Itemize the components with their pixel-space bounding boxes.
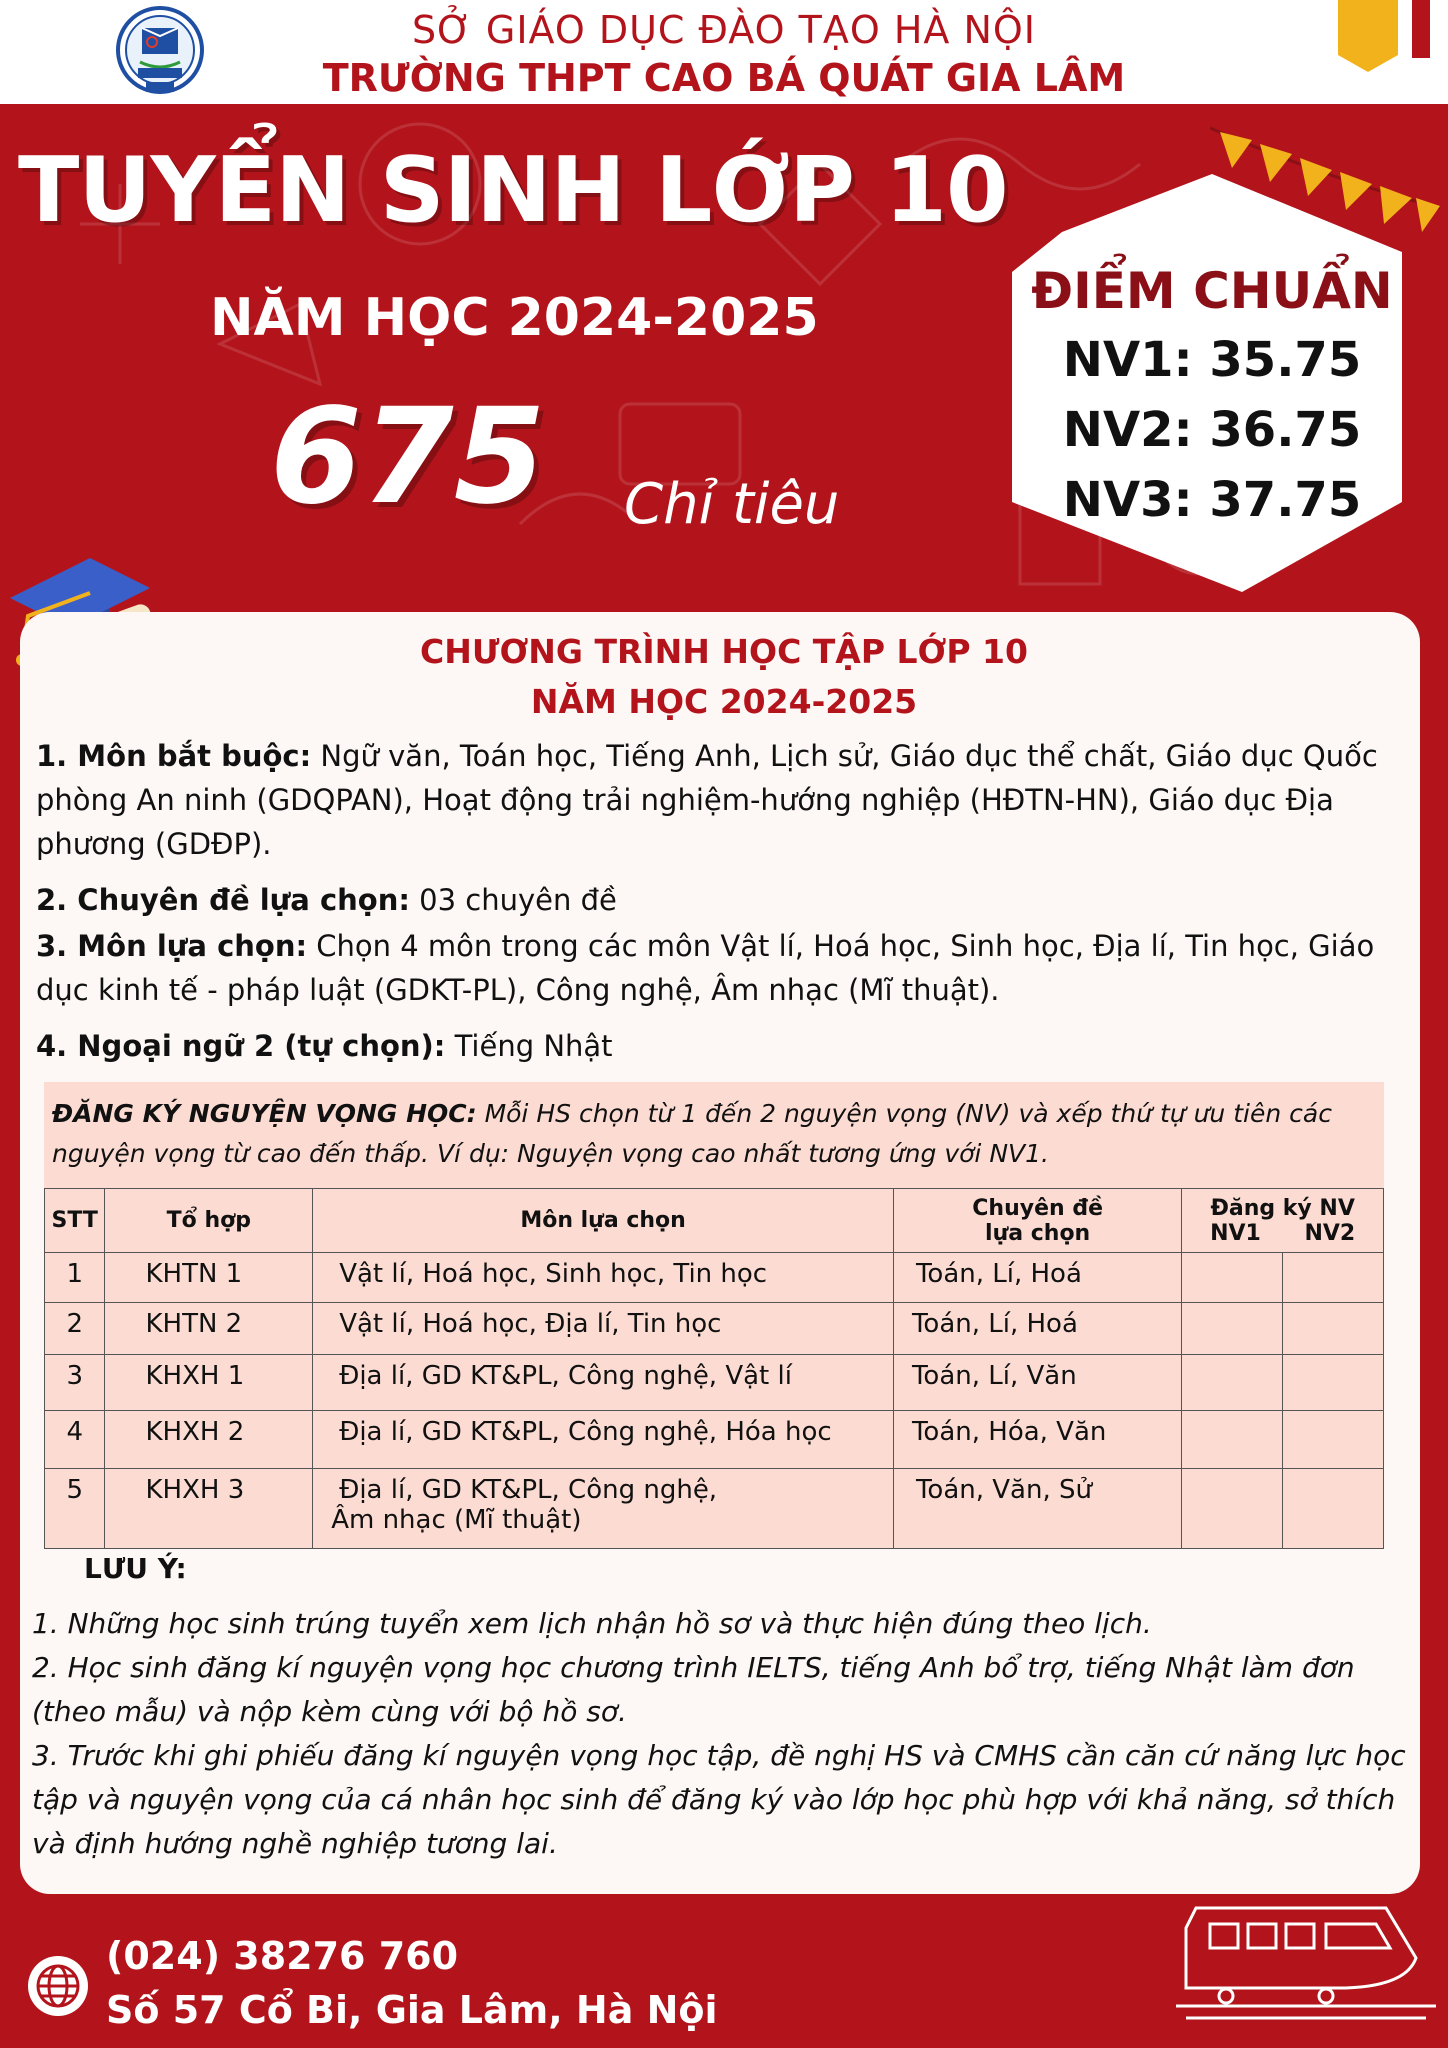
cell-stt: 5 [45, 1469, 105, 1549]
school-name: TRƯỜNG THPT CAO BÁ QUÁT GIA LÂM [322, 56, 1126, 100]
quota-number: 675 [270, 380, 546, 534]
table-header-row [45, 1189, 1384, 1253]
cell-subjects: Vật lí, Hoá học, Sinh học, Tin học [313, 1253, 894, 1303]
cell-nv1-checkbox[interactable] [1182, 1253, 1283, 1303]
registration-label: ĐĂNG KÝ NGUYỆN VỌNG HỌC: [52, 1099, 477, 1128]
score-nv1: NV1: 35.75 [1062, 332, 1362, 388]
cell-nv1-checkbox[interactable] [1182, 1303, 1283, 1355]
header-register-label: Đăng ký NV [1210, 1195, 1355, 1221]
cell-subjects: Vật lí, Hoá học, Địa lí, Tin học [313, 1303, 894, 1355]
cell-subjects-line2: Âm nhạc (Mĩ thuật) [331, 1505, 582, 1535]
school-year: NĂM HỌC 2024-2025 [210, 288, 819, 348]
cell-stt: 1 [45, 1253, 105, 1303]
cell-combo: KHTN 1 [105, 1253, 313, 1303]
cell-topics: Toán, Lí, Văn [893, 1355, 1181, 1411]
program-item [36, 1024, 1416, 1068]
note-item: 1. Những học sinh trúng tuyển xem lịch nhận hồ sơ và thực hiện đúng theo lịch. [32, 1607, 1152, 1640]
train-icon [1176, 1868, 1438, 2032]
notes-title: LƯU Ý: [84, 1552, 187, 1585]
score-title: ĐIỂM CHUẨN [1031, 262, 1393, 320]
cell-subjects: Địa lí, GD KT&PL, Công nghệ, Hóa học [313, 1411, 894, 1469]
cell-stt: 3 [45, 1355, 105, 1411]
globe-icon [26, 1954, 90, 2018]
header-combo: Tổ hợp [105, 1189, 313, 1253]
cell-nv2-checkbox[interactable] [1283, 1303, 1384, 1355]
cell-combo: KHXH 2 [105, 1411, 313, 1469]
cell-topics: Toán, Hóa, Văn [893, 1411, 1181, 1469]
score-nv3: NV3: 37.75 [1062, 472, 1362, 528]
department-name: SỞ GIÁO DỤC ĐÀO TẠO HÀ NỘI [411, 8, 1037, 52]
cell-combo: KHXH 3 [105, 1469, 313, 1549]
program-item-label: 3. Môn lựa chọn: [36, 929, 308, 963]
cell-stt: 4 [45, 1411, 105, 1469]
registration-text [52, 1094, 1382, 1174]
program-item-label: 1. Môn bắt buộc: [36, 739, 312, 773]
bunting-icon [1210, 118, 1440, 248]
header-topics-line1: Chuyên đề [972, 1195, 1103, 1221]
cell-combo: KHTN 2 [105, 1303, 313, 1355]
table-row [45, 1355, 1384, 1411]
header-register [1182, 1189, 1384, 1253]
registration-body: Mỗi HS chọn từ 1 đến 2 nguyện vọng (NV) và xếp thứ tự ưu tiên các nguyện vọng từ cao đến thấp. Ví dụ: Nguyện vọng cao nhất tương ứng với NV1. [52, 1099, 1332, 1168]
note-item: 3. Trước khi ghi phiếu đăng kí nguyện vọng học tập, đề nghị HS và CMHS cần căn cứ năng lực học tập và nguyện vọng của cá nhân học sinh để đăng ký vào lớp học phù hợp với khả năng, sở thích và định hướng nghề nghiệp tương lai. [32, 1739, 1406, 1860]
score-nv2: NV2: 36.75 [1062, 402, 1362, 458]
program-item [36, 878, 1416, 922]
table-row [45, 1469, 1384, 1549]
quota-label: Chỉ tiêu [624, 472, 840, 537]
program-item-label: 2. Chuyên đề lựa chọn: [36, 883, 410, 917]
cell-topics: Toán, Văn, Sử [893, 1469, 1181, 1549]
cell-subjects [313, 1469, 894, 1549]
program-item [36, 924, 1416, 1012]
phone-number[interactable]: (024) 38276 760 [106, 1934, 459, 1978]
combination-table [44, 1188, 1384, 1549]
header-nv1: NV1 [1210, 1220, 1261, 1246]
program-item-label: 4. Ngoại ngữ 2 (tự chọn): [36, 1029, 446, 1063]
cell-stt: 2 [45, 1303, 105, 1355]
program-item-text: Tiếng Nhật [445, 1029, 613, 1063]
cell-nv2-checkbox[interactable] [1283, 1253, 1384, 1303]
table-row [45, 1411, 1384, 1469]
bookmark-icon [1328, 0, 1438, 80]
header-subjects: Môn lựa chọn [313, 1189, 894, 1253]
cell-combo: KHXH 1 [105, 1355, 313, 1411]
page-title: TUYỂN SINH LỚP 10 [18, 138, 1008, 243]
header-topics [893, 1189, 1181, 1253]
cell-nv1-checkbox[interactable] [1182, 1411, 1283, 1469]
program-year: NĂM HỌC 2024-2025 [530, 682, 918, 721]
cell-nv2-checkbox[interactable] [1283, 1411, 1384, 1469]
cell-nv2-checkbox[interactable] [1283, 1355, 1384, 1411]
table-row [45, 1253, 1384, 1303]
address: Số 57 Cổ Bi, Gia Lâm, Hà Nội [106, 1988, 718, 2032]
program-title: CHƯƠNG TRÌNH HỌC TẬP LỚP 10 [420, 632, 1028, 671]
cell-nv1-checkbox[interactable] [1182, 1469, 1283, 1549]
program-item [36, 734, 1416, 866]
program-item-text: 03 chuyên đề [409, 883, 617, 917]
program-item-text: Ngữ văn, Toán học, Tiếng Anh, Lịch sử, Giáo dục thể chất, Giáo dục Quốc phòng An ninh (GDQPAN), Hoạt động trải nghiệm-hướng nghiệp (HĐTN-HN), Giáo dục Địa phương (GDĐP). [36, 739, 1378, 861]
cell-nv1-checkbox[interactable] [1182, 1355, 1283, 1411]
cell-subjects: Địa lí, GD KT&PL, Công nghệ, Vật lí [313, 1355, 894, 1411]
note-item: 2. Học sinh đăng kí nguyện vọng học chương trình IELTS, tiếng Anh bổ trợ, tiếng Nhật làm đơn (theo mẫu) và nộp kèm cùng với bộ hồ sơ. [32, 1651, 1355, 1728]
header-nv2: NV2 [1304, 1220, 1356, 1246]
table-row [45, 1303, 1384, 1355]
program-item-text: Chọn 4 môn trong các môn Vật lí, Hoá học, Sinh học, Địa lí, Tin học, Giáo dục kinh tế - pháp luật (GDKT-PL), Công nghệ, Âm nhạc (Mĩ thuật). [36, 929, 1375, 1007]
cell-subjects-line1: Địa lí, GD KT&PL, Công nghệ, [339, 1475, 718, 1505]
cell-topics: Toán, Lí, Hoá [893, 1303, 1181, 1355]
header-topics-line2: lựa chọn [985, 1220, 1091, 1246]
cell-nv2-checkbox[interactable] [1283, 1469, 1384, 1549]
header-stt: STT [45, 1189, 105, 1253]
cell-topics: Toán, Lí, Hoá [893, 1253, 1181, 1303]
